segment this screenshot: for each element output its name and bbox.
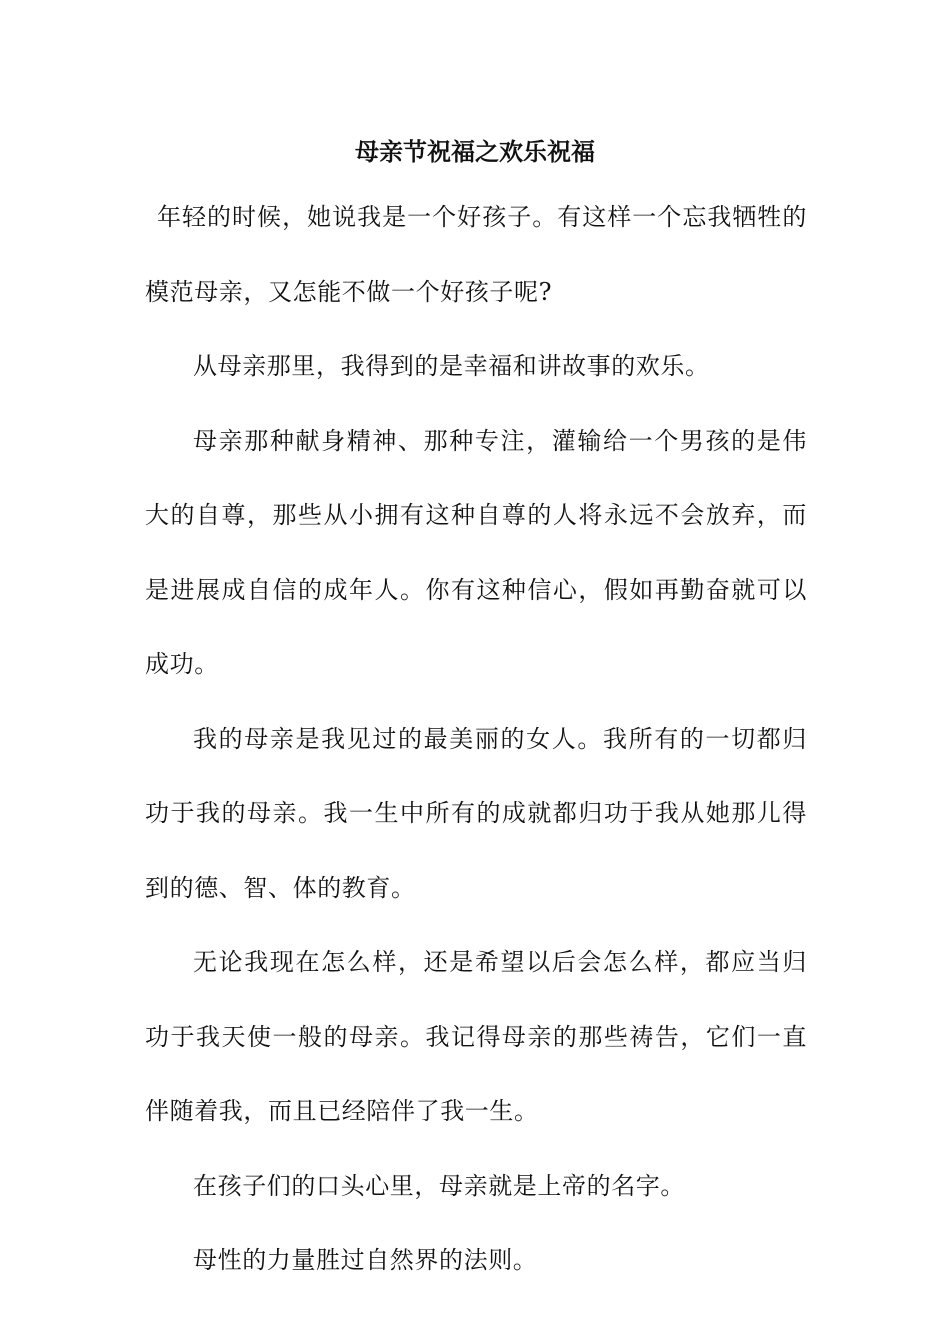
paragraph-3: 母亲那种献身精神、那种专注，灌输给一个男孩的是伟大的自尊，那些从小拥有这种自尊的人将永远不会放弃，而是进展成自信的成年人。你有这种信心，假如再勤奋就可以成功。 <box>145 426 807 678</box>
paragraph-4: 我的母亲是我见过的最美丽的女人。我所有的一切都归功于我的母亲。我一生中所有的成就都归功于我从她那儿得到的德、智、体的教育。 <box>145 724 807 902</box>
paragraph-6: 在孩子们的口头心里，母亲就是上帝的名字。 <box>193 1171 685 1200</box>
paragraph-7: 母性的力量胜过自然界的法则。 <box>193 1246 538 1274</box>
document-title: 母亲节祝福之欢乐祝福 <box>355 137 595 166</box>
document-body <box>145 180 807 1298</box>
paragraph-5: 无论我现在怎么样，还是希望以后会怎么样，都应当归功于我天使一般的母亲。我记得母亲的那些祷告，它们一直伴随着我，而且已经陪伴了我一生。 <box>145 948 807 1125</box>
paragraph-2: 从母亲那里，我得到的是幸福和讲故事的欢乐。 <box>193 352 710 380</box>
paragraph-1: 年轻的时候，她说我是一个好孩子。有这样一个忘我牺牲的模范母亲，又怎能不做一个好孩子呢? <box>145 203 807 306</box>
